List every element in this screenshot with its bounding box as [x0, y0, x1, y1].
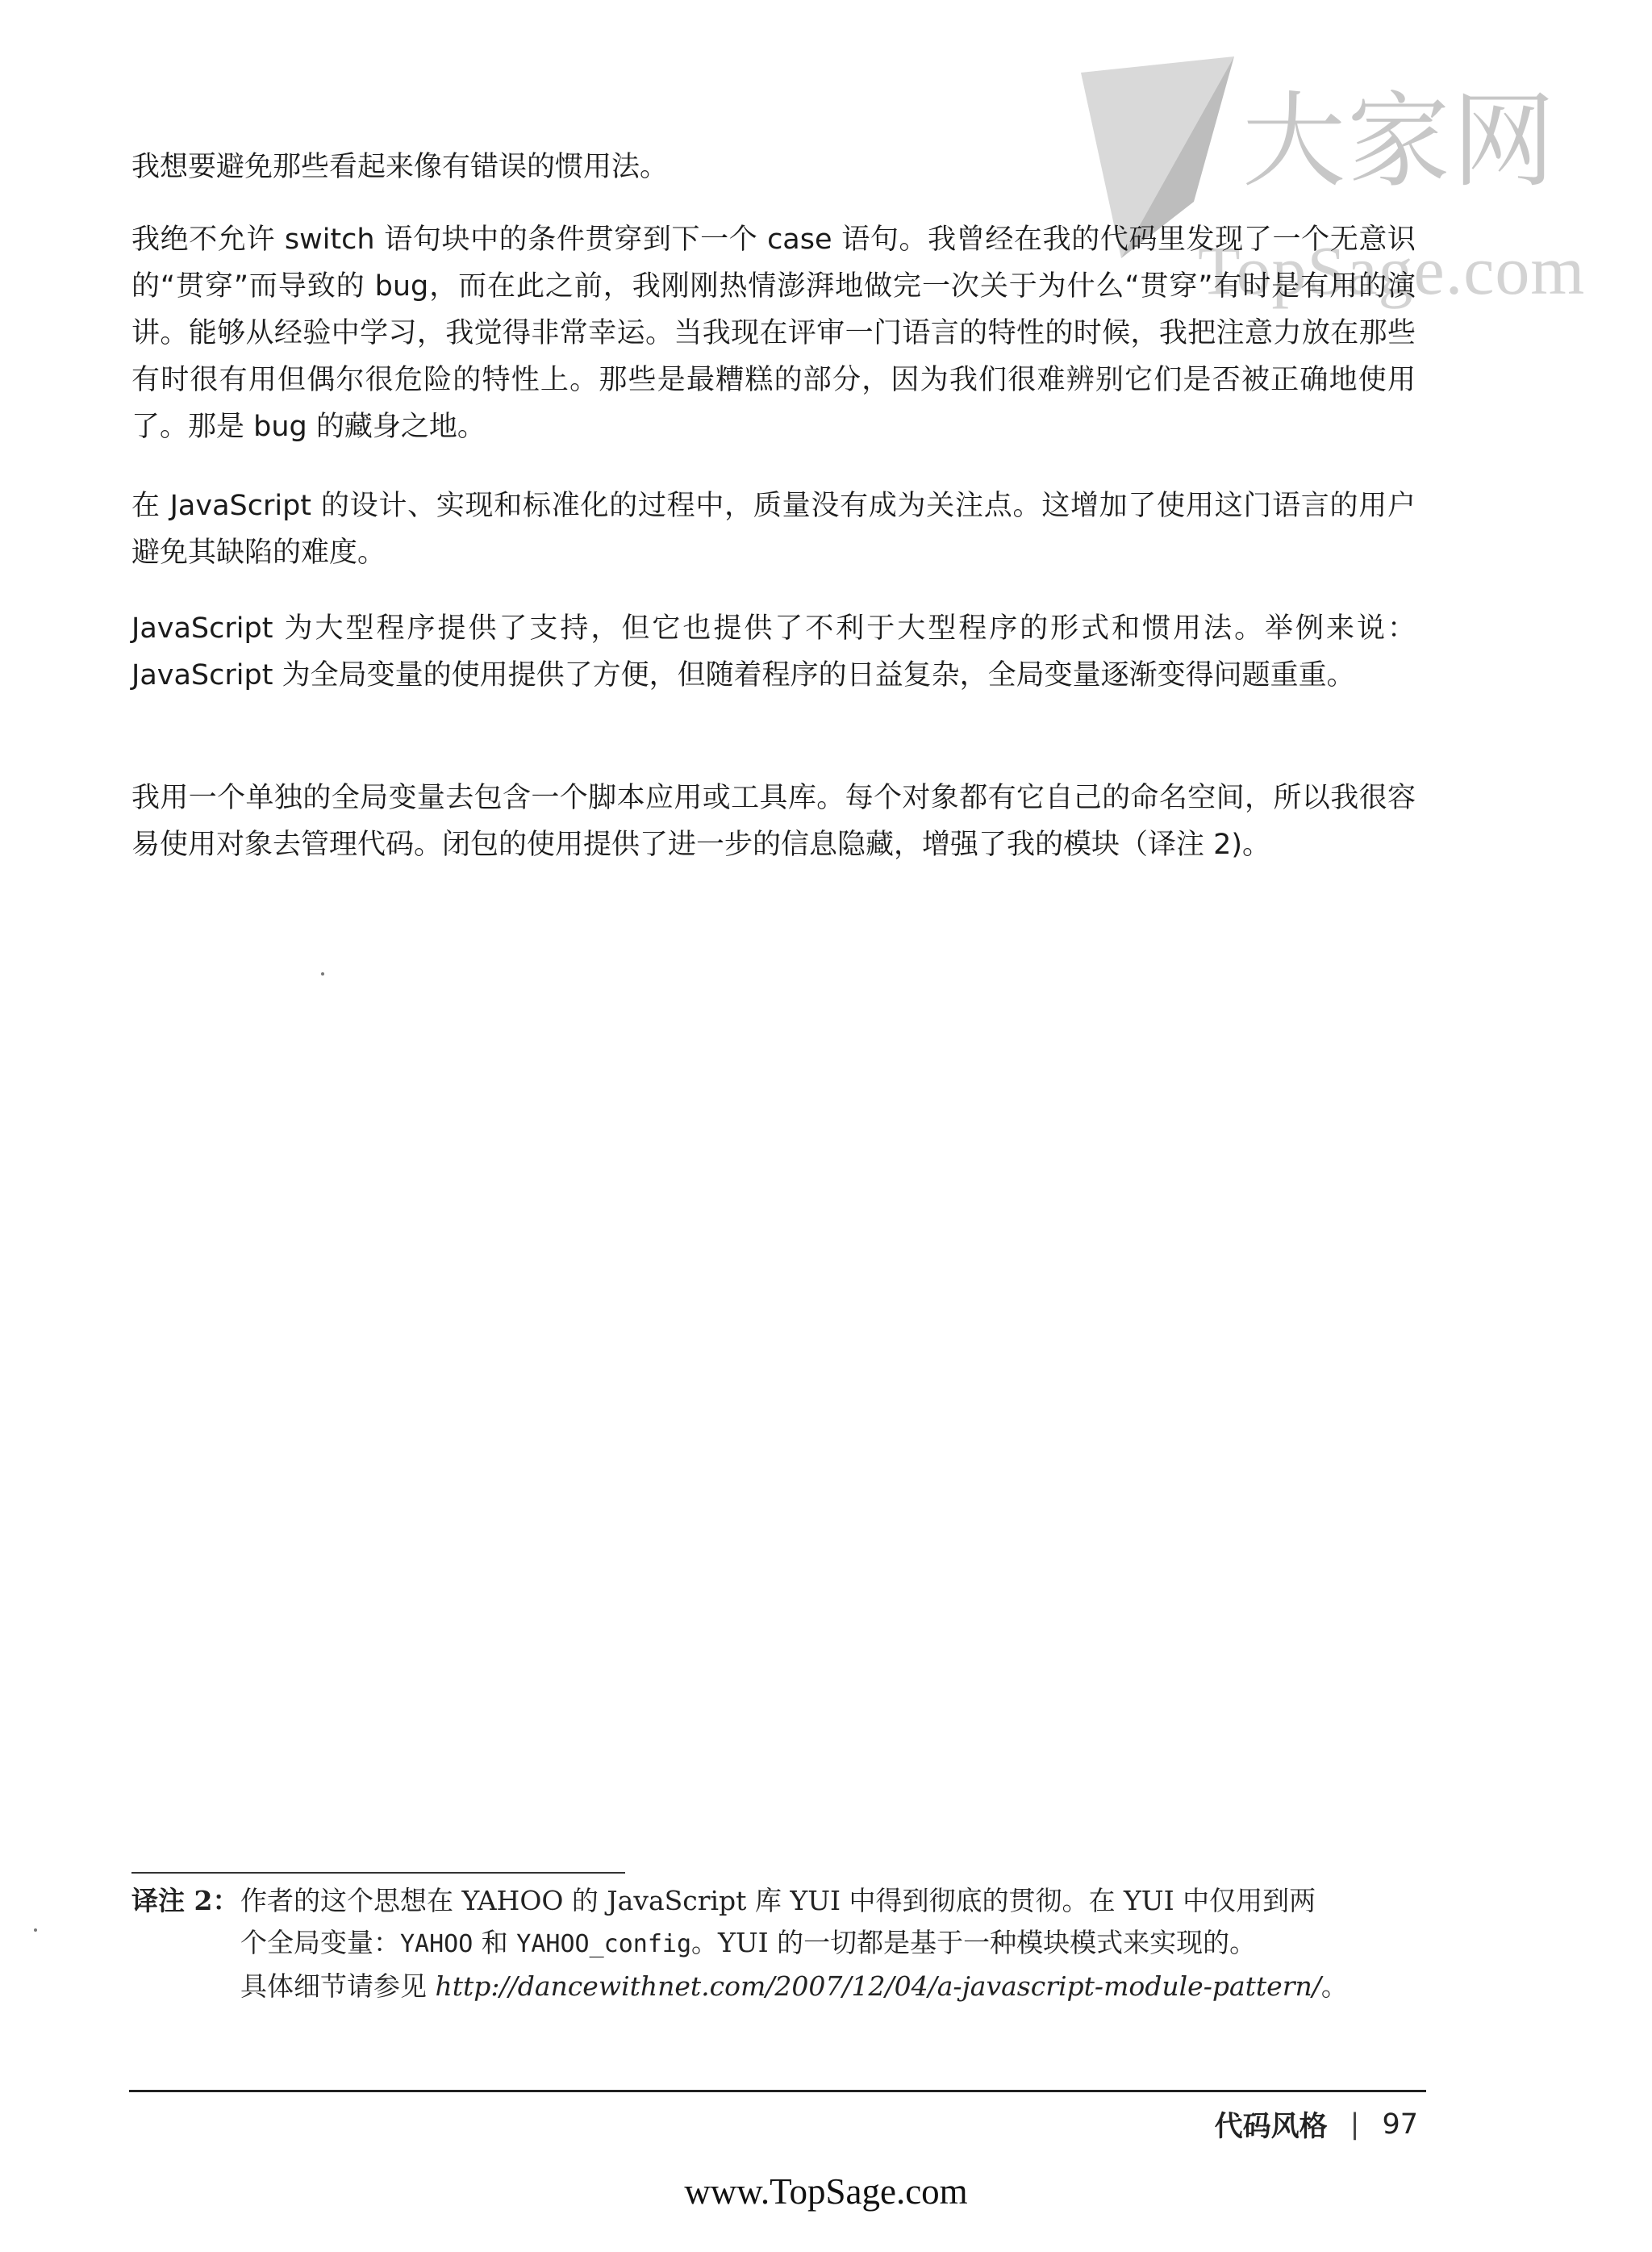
footnote-label: 译注 2：: [131, 1885, 240, 1916]
footer-separator: |: [1350, 2108, 1360, 2141]
section-title: 代码风格: [1214, 2111, 1328, 2143]
watermark-english-text: TopSage.com: [1198, 232, 1586, 309]
footnote-line-1: 译注 2：作者的这个思想在 YAHOO 的 JavaScript 库 YUI 中得到彻底的贯彻。在 YUI 中仅用到两: [131, 1880, 1422, 1922]
paragraph-5: 我用一个单独的全局变量去包含一个脚本应用或工具库。每个对象都有它自己的命名空间，所以我很容易使用对象去管理代码。闭包的使用提供了进一步的信息隐藏，增强了我的模块（译注 2)。: [131, 782, 1416, 861]
footnote: [131, 1880, 1422, 2008]
scan-speck: [321, 972, 324, 976]
code-yahoo: YAHOO: [400, 1930, 473, 1958]
footnote-url-link[interactable]: http://dancewithnet.com/2007/12/04/a-javascript-module-pattern/: [435, 1970, 1321, 2002]
site-url: www.TopSage.com: [684, 2171, 968, 2212]
footer-rule: [129, 2090, 1426, 2092]
footnote-line-2: 个全局变量：YAHOO 和 YAHOO_config。YUI 的一切都是基于一种模块模式来实现的。: [240, 1927, 1257, 1958]
code-yahoo-config: YAHOO_config: [516, 1930, 692, 1958]
paragraph-4: JavaScript 为大型程序提供了支持，但它也提供了不利于大型程序的形式和惯用法。举例来说：JavaScript 为全局变量的使用提供了方便，但随着程序的日益复杂，全局变量逐渐变得问题重重。: [131, 612, 1416, 691]
paragraph-2: 我绝不允许 switch 语句块中的条件贯穿到下一个 case 语句。我曾经在我的代码里发现了一个无意识的“贯穿”而导致的 bug，而在此之前，我刚刚热情澎湃地做完一次关于为什么“贯穿”有时是有用的演讲。能够从经验中学习，我觉得非常幸运。当我现在评审一门语言的特性的时候，我把注意力放在那些有时很有用但偶尔很危险的特性上。那些是最糟糕的部分，因为我们很难辨别它们是否被正确地使用了。那是 bug 的藏身之地。: [131, 224, 1416, 443]
scan-speck: [34, 1928, 37, 1932]
page-number: 97: [1382, 2108, 1418, 2141]
watermark-chinese-text: 大家网: [1242, 81, 1558, 202]
footnote-rule: [131, 1872, 625, 1874]
paragraph-3: 在 JavaScript 的设计、实现和标准化的过程中，质量没有成为关注点。这增加了使用这门语言的用户避免其缺陷的难度。: [131, 490, 1416, 569]
paragraph-1: 我想要避免那些看起来像有错误的惯用法。: [131, 151, 669, 183]
footnote-line-3: 具体细节请参见 http://dancewithnet.com/2007/12/04/a-javascript-module-pattern/。: [240, 1970, 1348, 2002]
page-footer: [1215, 2104, 1418, 2145]
